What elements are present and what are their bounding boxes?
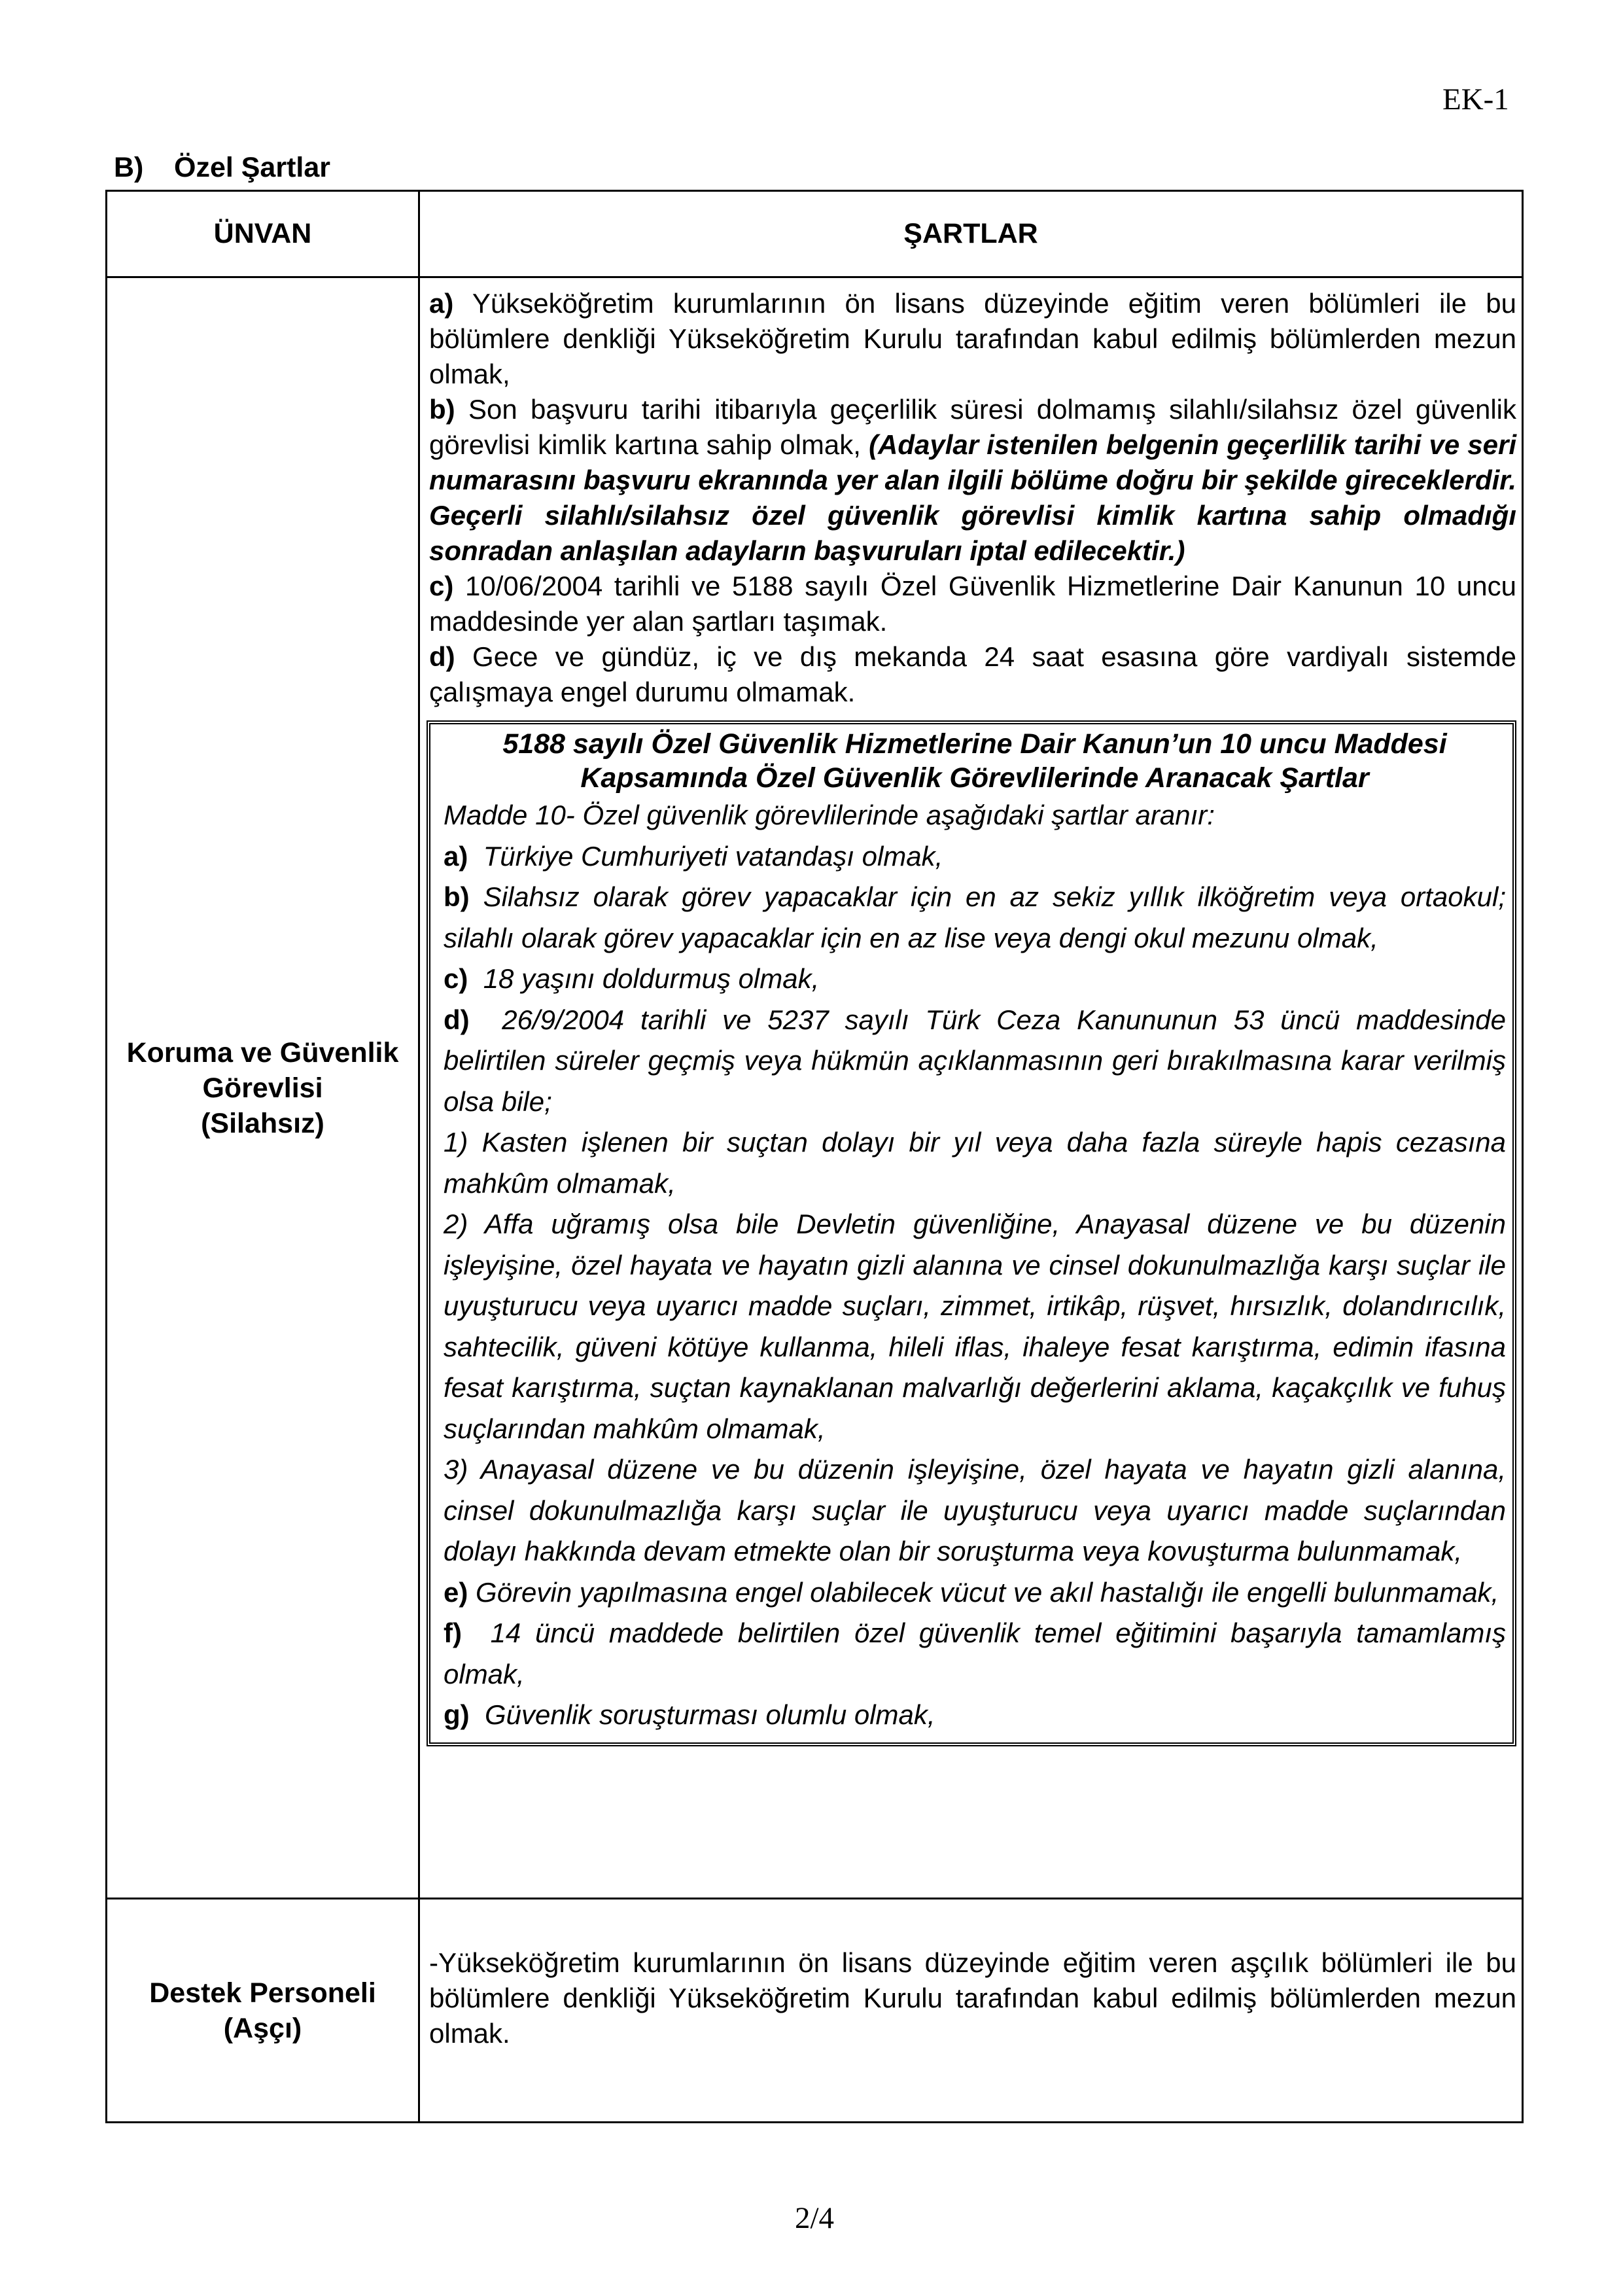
condition-text: Gece ve gündüz, iç ve dış mekanda 24 saat esasına göre vardiyalı sistemde çalışmaya engel durumu olmamak. xyxy=(429,641,1517,707)
law-item-d1: 1) Kasten işlenen bir suçtan dolayı bir yıl veya daha fazla süreyle hapis cezasına mahkûm olmamak, xyxy=(444,1127,1506,1199)
title-line: Koruma ve Güvenlik xyxy=(126,1036,399,1069)
col-header-title: ÜNVAN xyxy=(107,191,419,277)
title-line: Görevlisi xyxy=(202,1072,323,1104)
law-title-line: Kapsamında Özel Güvenlik Görevlilerinde Aranacak Şartlar xyxy=(580,762,1369,794)
law-item-label: a) xyxy=(444,840,468,872)
law-item-text: 14 üncü maddede belirtilen özel güvenlik temel eğitimini başarıyla tamamlamış olmak, xyxy=(444,1617,1506,1689)
condition-b xyxy=(420,392,1522,569)
position-title-cook xyxy=(107,1899,419,2123)
title-line: (Silahsız) xyxy=(201,1107,324,1139)
law-title-line: 5188 sayılı Özel Güvenlik Hizmetlerine Dair Kanun’un 10 uncu Maddesi xyxy=(502,728,1447,760)
title-line: Destek Personeli xyxy=(149,1977,376,2009)
conditions-cell-cook xyxy=(419,1899,1523,2123)
condition-a xyxy=(420,278,1522,392)
section-label: Özel Şartlar xyxy=(174,152,330,183)
law-item-c xyxy=(444,959,1506,1000)
law-intro: Madde 10- Özel güvenlik görevlilerinde aşağıdaki şartlar aranır: xyxy=(444,800,1215,830)
law-item-b xyxy=(444,877,1506,959)
title-line: (Aşçı) xyxy=(223,2012,302,2044)
conditions-table xyxy=(105,190,1524,2123)
law-item-text: Silahsız olarak görev yapacaklar için en az sekiz yıllık ilköğretim veya ortaokul; silahlı olarak görev yapacaklar için en az lise veya dengi okul mezunu olmak, xyxy=(444,881,1506,953)
condition-label: d) xyxy=(429,641,455,672)
condition-label: a) xyxy=(429,288,454,319)
law-title xyxy=(444,727,1506,795)
page-number: 2/4 xyxy=(795,2201,835,2235)
law-item-e xyxy=(444,1572,1506,1614)
law-item-text: Görevin yapılmasına engel olabilecek vücut ve akıl hastalığı ile engelli bulunmamak, xyxy=(476,1576,1499,1608)
section-title xyxy=(114,152,330,184)
law-item-label: c) xyxy=(444,963,468,994)
law-item-text: Güvenlik soruşturması olumlu olmak, xyxy=(485,1699,935,1730)
law-item-label: e) xyxy=(444,1576,468,1608)
law-item-text: 26/9/2004 tarihli ve 5237 sayılı Türk Ceza Kanununun 53 üncü maddesinde belirtilen süreler geçmiş veya hükmün açıklanmasının geri bırakılmasına karar verilmiş olsa bile; xyxy=(444,1004,1506,1117)
condition-note: (Adaylar istenilen belgenin geçerlilik tarihi ve seri numarasını başvuru ekranında yer alan ilgili bölüme doğru bir şekilde gireceklerdir. Geçerli silahlı/silahsız özel güvenlik görevlisi kimlik kartına sahip olmadığı sonradan anlaşılan adayların başvuruları iptal edilecektir.) xyxy=(429,429,1517,566)
law-item-text: Türkiye Cumhuriyeti vatandaşı olmak, xyxy=(483,840,943,872)
conditions-cell-security xyxy=(419,277,1523,1899)
law-item-label: f) xyxy=(444,1617,462,1648)
condition-text: Son başvuru tarihi itibarıyla geçerlilik süresi dolmamış silahlı/silahsız özel güvenlik görevlisi kimlik kartına sahip olmak, xyxy=(429,394,1516,460)
condition-c xyxy=(420,569,1522,639)
law-item-d3: 3) Anayasal düzene ve bu düzenin işleyişine, özel hayata ve hayatın gizli alanına, cinsel dokunulmazlığa karşı suçlar ile uyuşturucu veya uyarıcı madde suçlarından dolayı hakkında devam etmekte olan bir soruşturma veya kovuşturma bulunmamak, xyxy=(444,1454,1506,1566)
law-item-label: g) xyxy=(444,1699,470,1730)
law-item-text: 18 yaşını doldurmuş olmak, xyxy=(483,963,820,994)
table-row xyxy=(107,277,1523,1899)
condition-label: b) xyxy=(429,394,455,425)
page-tag: EK-1 xyxy=(1442,82,1509,116)
law-item-d2: 2) Affa uğramış olsa bile Devletin güvenliğine, Anayasal düzene ve bu düzenin işleyişine, özel hayata ve hayatın gizli alanına ve cinsel dokunulmazlığa karşı suçlar ile uyuşturucu veya uyarıcı madde suçları, zimmet, irtikâp, rüşvet, hırsızlık, dolandırıcılık, sahtecilik, güveni kötüye kullanma, hileli iflas, ihaleye fesat karıştırma, edimin ifasına fesat karıştırma, suçtan kaynaklanan malvarlığı değerlerini aklama, kaçakçılık ve fuhuş suçlarından mahkûm olmamak, xyxy=(444,1209,1506,1444)
condition-label: c) xyxy=(429,571,454,601)
condition-d xyxy=(420,639,1522,710)
law-article-box xyxy=(427,720,1516,1746)
table-header-row xyxy=(107,191,1523,277)
law-item-label: b) xyxy=(444,881,470,912)
law-item-label: d) xyxy=(444,1004,470,1035)
law-item-f xyxy=(444,1613,1506,1695)
condition-text: -Yükseköğretim kurumlarının ön lisans düzeyinde eğitim veren aşçılık bölümleri ile bu bölümlere denkliği Yükseköğretim Kurulu tarafından kabul edilmiş bölümlerden mezun olmak. xyxy=(429,1947,1516,2049)
law-item-d xyxy=(444,1000,1506,1123)
law-item-a xyxy=(444,836,1506,877)
col-header-conditions: ŞARTLAR xyxy=(419,191,1523,277)
position-title-security xyxy=(107,277,419,1899)
condition-text: Yükseköğretim kurumlarının ön lisans düzeyinde eğitim veren bölümleri ile bu bölümlere denkliği Yükseköğretim Kurulu tarafından kabul edilmiş bölümlerden mezun olmak, xyxy=(429,288,1516,389)
table-row xyxy=(107,1899,1523,2123)
section-number: B) xyxy=(114,152,144,183)
condition-text: 10/06/2004 tarihli ve 5188 sayılı Özel Güvenlik Hizmetlerine Dair Kanunun 10 uncu maddesinde yer alan şartları taşımak. xyxy=(429,571,1517,637)
law-item-g xyxy=(444,1695,1506,1736)
